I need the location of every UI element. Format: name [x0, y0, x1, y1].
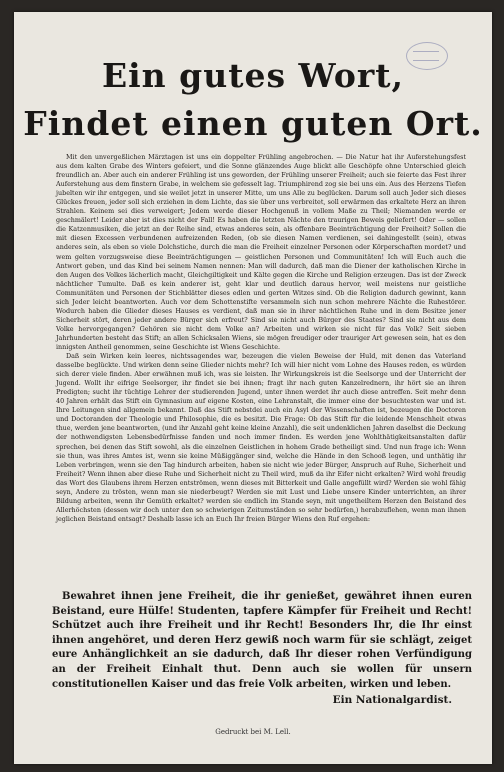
body-text — [56, 153, 466, 524]
document-page — [14, 12, 492, 764]
paragraph-2: Daß sein Wirken kein leeres, nichtssagendes war, bezeugen die vielen Beweise der Huld, mit denen das Vaterland dasselbe beglückte. Und wirken denn seine Glieder nichts mehr? Ich will hier nicht vom Lohne des Hauses reden, es würden sich derer viele finden. Aber erwähnen muß ich, was sie leisten. Ihr Wirkungskreis ist die Seelsorge und der Unterricht der Jugend. Wollt ihr eifrige Seelsorger, ihr findet sie bei ihnen; fragt ihr nach guten Kanzelrednern, ihr hört sie an ihren Predigten; sucht ihr tüchtige Lehrer der studierenden Jugend, unter ihnen werdet ihr auch diese antreffen. Seit mehr denn 40 Jahren erhält das Stift ein Gymnasium auf eigene Kosten, eine Lehranstalt, die immer eine der besuchtesten war und ist. Ihre Leitungen sind allgemein bekannt. Daß das Stift nebstdei auch ein Asyl der Wissenschaften ist, bezeugen die Doctoren und Doctoranden der Theologie und Philosophie, die es besitzt. Die Frage: Ob das Stift für die leidende Menschheit etwas thue, werden jene beantworten, (und ihr Anzahl geht keine kleine Anzahl), die seit undenklichen Jahren daselbst die Deckung der nothwendigsten Lebensbedürfnisse fanden und noch immer finden. Es werden jene Wohlthätigkeitsanstalten dafür sprechen, bei denen das Stift sowohl, als die einzelnen Geistlichen in hohem Grade betheiligt sind. Und nun frage ich: Wenn sie thun, was ihres Amtes ist, wenn sie keine Müßiggänger sind, welche die Hände in den Schooß legen, und unthätig ihr Leben verbringen, wenn sie den Tag hindurch arbeiten, haben sie nicht wie jeder Bürger, Anspruch auf Ruhe, Sicherheit und Freiheit? Wenn ihnen aber diese Ruhe und Sicherheit nicht zu Theil wird, muß da ihr Eifer nicht erkalten? Wird wohl freudig das Wort des Glaubens ihrem Herzen entströmen, wenn dieses mit Bitterkeit und Galle angefüllt wird? Werden sie wohl fähig seyn, Andere zu trösten, wenn man sie niederbeugt? Werden sie mit Lust und Liebe unsere Kinder unterrichten, an ihrer Bildung arbeiten, wenn ihr Gemüth erkaltet? werden sie endlich im Stande seyn, mit ungetheiltem Herzen den Beistand des Allerhöchsten (dessen wir doch unter den so schwierigen Zeitumständen so sehr bedürfen,) herabzuflehen, wenn man ihnen jeglichen Beistand entsagt? Deshalb lasse ich an Euch Ihr freien Bürger Wiens den Ruf ergehen: — [56, 352, 466, 523]
paragraph-1: Mit den unvergeßlichen Märztagen ist uns ein doppelter Frühling angebrochen. — Die Natur hat ihr Auferstehungsfest aus dem kalten Grabe des Winters gefeiert, und die Sonne glänzendes Auge blickt alle Geschöpfe ohne Unterschied gleich freundlich an. Aber auch ein anderer Frühling ist uns geworden, der Frühling unserer Freiheit; auch sie feierte das Fest ihrer Auferstehung aus dem finstern Grabe, in welchem sie gefesselt lag. Triumphirend zog sie bei uns ein. Aus des Herzens Tiefen jubelten wir ihr entgegen, und sie weilet jetzt in unserer Mitte, um uns Alle zu beglücken. Darum soll auch Jeder sich dieses Glückes freuen, jeder soll sich erziehen in dem Lichte, das sie über uns verbreitet, soll erwärmen das erkaltete Herz an ihren Strahlen. Keinem sei dies verweigert; Jedem werde dieser Hochgenuß in vollem Maße zu Theil; Niemanden werde er geschmälert! Leider aber ist dies nicht der Fall! Es haben die letzten Nächte den traurigen Beweis geliefert! Oder — sollen die Katzenmusiken, die jetzt an der Reihe sind, etwas anderes sein, als offenbare Beeinträchtigung der Freiheit? Sollen die mit diesen Excessen verbundenen aufreizenden Reden, (ob sie diesen Namen verdienen, sei dahingestellt (sein), etwas anderes sein, als eben so viele Dolchstiche, durch die man die Freiheit einzelner Personen oder Körperschaften mordet? und wem gelten vorzugsweise diese Beeinträchtigungen — geistlichen Personen und Communitäten! Ich will Euch auch die Antwort geben, und das Kind bei seinem Namen nennen: Man will dadurch, daß man die Diener der katholischen Kirche in den Augen des Volkes lächerlich macht, Gleichgiltigkeit und Kälte gegen die Kirche und Religion erzeugen. Das ist der Zweck nächtlicher Tumulte. Daß es kein anderer ist, geht klar und deutlich daraus hervor, weil meistens nur geistliche Communitäten und Personen der Stichblätter dieses edlen und gerten Witzes sind. Ob die Religion dadurch gewinnt, kann sich Jeder leicht beantworten. Auch vor dem Schottenstifte versammeln sich nun schon mehrere Nächte die Ruhestörer. Wodurch haben die Glieder dieses Hauses es verdient, daß man sie in ihrer nächtlichen Ruhe und in dem Besitze jener Sicherheit stört, deren jeder andere Bürger sich erfreut? Sind sie nicht auch Bürger des Staates? Sind sie nicht aus dem Volke hervorgegangen? Gehören sie nicht dem Volke an? Arbeiten und wirken sie nicht für das Volk? Seit sieben Jahrhunderten besteht das Stift; an allen Schicksalen Wiens, sie mögen freudiger oder trauriger Art gewesen sein, hat es den innigsten Antheil genommen, seine Geschichte ist Wiens Geschichte. — [56, 153, 466, 351]
closing-appeal: Bewahret ihnen jene Freiheit, die ihr genießet, gewähret ihnen euren Beistand, eure Hülfe! Studenten, tapfere Kämpfer für Freiheit und Recht! Schützet auch ihre Freiheit und ihr Recht! Besonders Ihr, die Ihr einst ihnen angehöret, und deren Herz gewiß noch warm für sie schlägt, zeiget eure Anhänglichkeit an sie dadurch, daß Ihr dieser rohen Verfündigung an der Freiheit Einhalt thut. Denn auch sie wollen für unsern constitutionellen Kaiser und das freie Volk arbeiten, wirken und leben. — [52, 591, 472, 690]
title-line-1: Ein gutes Wort, — [101, 56, 405, 95]
title-line-2: Findet einen guten Ort. — [23, 104, 483, 143]
signature: Ein Nationalgardist. — [332, 694, 452, 706]
printer-imprint: Gedruckt bei M. Lell. — [215, 728, 291, 736]
